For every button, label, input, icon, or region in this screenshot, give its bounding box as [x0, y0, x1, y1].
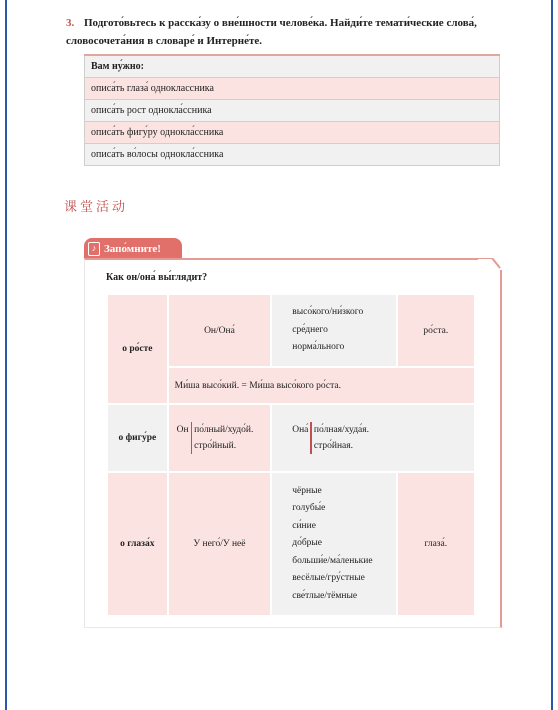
eyes-adj: чёрные — [292, 485, 322, 496]
row-label-figure: о фигу́ре — [107, 404, 168, 472]
page-border-right — [551, 0, 553, 710]
eyes-noun: глаза́. — [397, 472, 475, 616]
split-bar — [191, 422, 193, 454]
eyes-adj: голубы́е — [292, 503, 326, 514]
height-adjectives — [271, 294, 396, 367]
grammar-table — [106, 293, 476, 617]
need-table-row: описа́ть глаза́ одноклассника — [85, 77, 500, 99]
task-number: 3. — [66, 17, 75, 29]
figure-he-pronoun: Он — [176, 425, 189, 435]
remember-tab-label: Запо́мните! — [104, 242, 161, 255]
box-corner-decoration — [478, 258, 502, 270]
eyes-adj: больши́е/ма́ленькие — [292, 555, 373, 566]
height-adj: высо́кого/ни́зкого — [292, 307, 364, 318]
page-border-left — [5, 0, 7, 710]
figure-he-adj: по́лный/худо́й. — [194, 425, 254, 435]
need-table-row: описа́ть во́лосы однокла́ссника — [85, 143, 500, 165]
eyes-adjectives — [271, 472, 396, 616]
figure-she-adj: стро́йная. — [313, 441, 354, 451]
height-adj: сре́днего — [292, 324, 328, 335]
eyes-adj: си́ние — [292, 520, 316, 531]
figure-she-pronoun: Она́ — [292, 425, 309, 435]
figure-she-adj: по́лная/худа́я. — [313, 425, 369, 435]
height-example: Ми́ша высо́кий. = Ми́ша высо́кого ро́ста. — [168, 367, 475, 404]
need-table-header: Вам ну́жно: — [85, 55, 500, 77]
height-pronoun: Он/Она́ — [168, 294, 272, 367]
need-table-row: описа́ть фигу́ру однокла́ссника — [85, 121, 500, 143]
task-text-line2: словосочета́ния в словаре́ и Интерне́те. — [66, 35, 263, 47]
figure-he-adj: стро́йный. — [194, 441, 237, 451]
task-text-line1: Подгото́вьтесь к расска́зу о вне́шности челове́ка. Найди́те темати́ческие слова́, — [84, 17, 477, 29]
row-label-height: о ро́сте — [107, 294, 168, 404]
figure-he — [168, 404, 272, 472]
height-adj: норма́льного — [292, 342, 345, 353]
height-noun: ро́ста. — [397, 294, 475, 367]
eyes-pronoun: У него́/У неё — [168, 472, 272, 616]
need-table — [84, 54, 500, 166]
row-label-eyes: о глаза́х — [107, 472, 168, 616]
eyes-adj: весёлые/гру́стные — [292, 573, 365, 584]
figure-she — [271, 404, 475, 472]
remember-tab — [84, 238, 182, 259]
need-table-row: описа́ть рост однокла́ссника — [85, 99, 500, 121]
eyes-adj: све́тлые/тёмные — [292, 590, 358, 601]
bookmark-icon: ♪ — [88, 242, 100, 256]
activity-heading: 课堂活动 — [64, 200, 129, 215]
split-bar — [310, 422, 312, 454]
task-3 — [66, 14, 506, 50]
eyes-adj: до́брые — [292, 538, 323, 549]
remember-question: Как он/она́ вы́глядит? — [106, 272, 208, 283]
